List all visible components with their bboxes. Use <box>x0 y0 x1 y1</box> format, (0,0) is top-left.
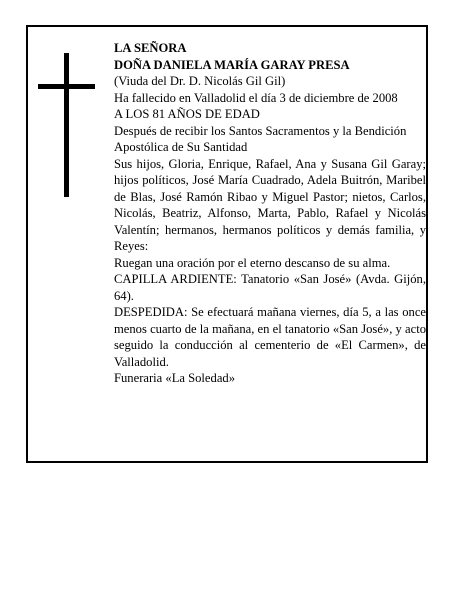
cross-vertical-bar <box>64 53 69 197</box>
cross-horizontal-bar <box>38 84 95 89</box>
obituary-text <box>114 40 426 387</box>
deceased-name: DOÑA DANIELA MARÍA GARAY PRESA <box>114 57 350 72</box>
family-paragraph: Sus hijos, Gloria, Enrique, Rafael, Ana y Susana Gil Garay; hijos políticos, José María Cuadrado, Adela Buitrón, Maribel de Blas, José Ramón Ribao y Miguel Pastor; nietos, Carlos, Nicolás, Beatriz, Alfonso, Marta, Pablo, Rafael y Nicolás Valentín; hermanos, hermanos políticos y demás familia, y Reyes: <box>114 156 426 253</box>
age-line: A LOS 81 AÑOS DE EDAD <box>114 107 260 121</box>
death-line: Ha fallecido en Valladolid el día 3 de diciembre de 2008 <box>114 90 398 105</box>
honorific: LA SEÑORA <box>114 41 187 55</box>
widow-of-line: (Viuda del Dr. D. Nicolás Gil Gil) <box>114 74 286 88</box>
funeral-home-line: Funeraria «La Soledad» <box>114 371 235 385</box>
farewell-paragraph: DESPEDIDA: Se efectuará mañana viernes, día 5, a las once menos cuarto de la mañana, en el tanatorio «San José», y acto seguido la conducción al cementerio de «El Carmen», de Valladolid. <box>114 305 426 369</box>
sacraments-line: Después de recibir los Santos Sacramentos y la Bendición Apostólica de Su Santidad <box>114 123 407 154</box>
chapel-line: CAPILLA ARDIENTE: Tanatorio «San José» (Avda. Gijón, 64). <box>114 272 426 303</box>
prayer-line: Ruegan una oración por el eterno descanso de su alma. <box>114 255 391 270</box>
